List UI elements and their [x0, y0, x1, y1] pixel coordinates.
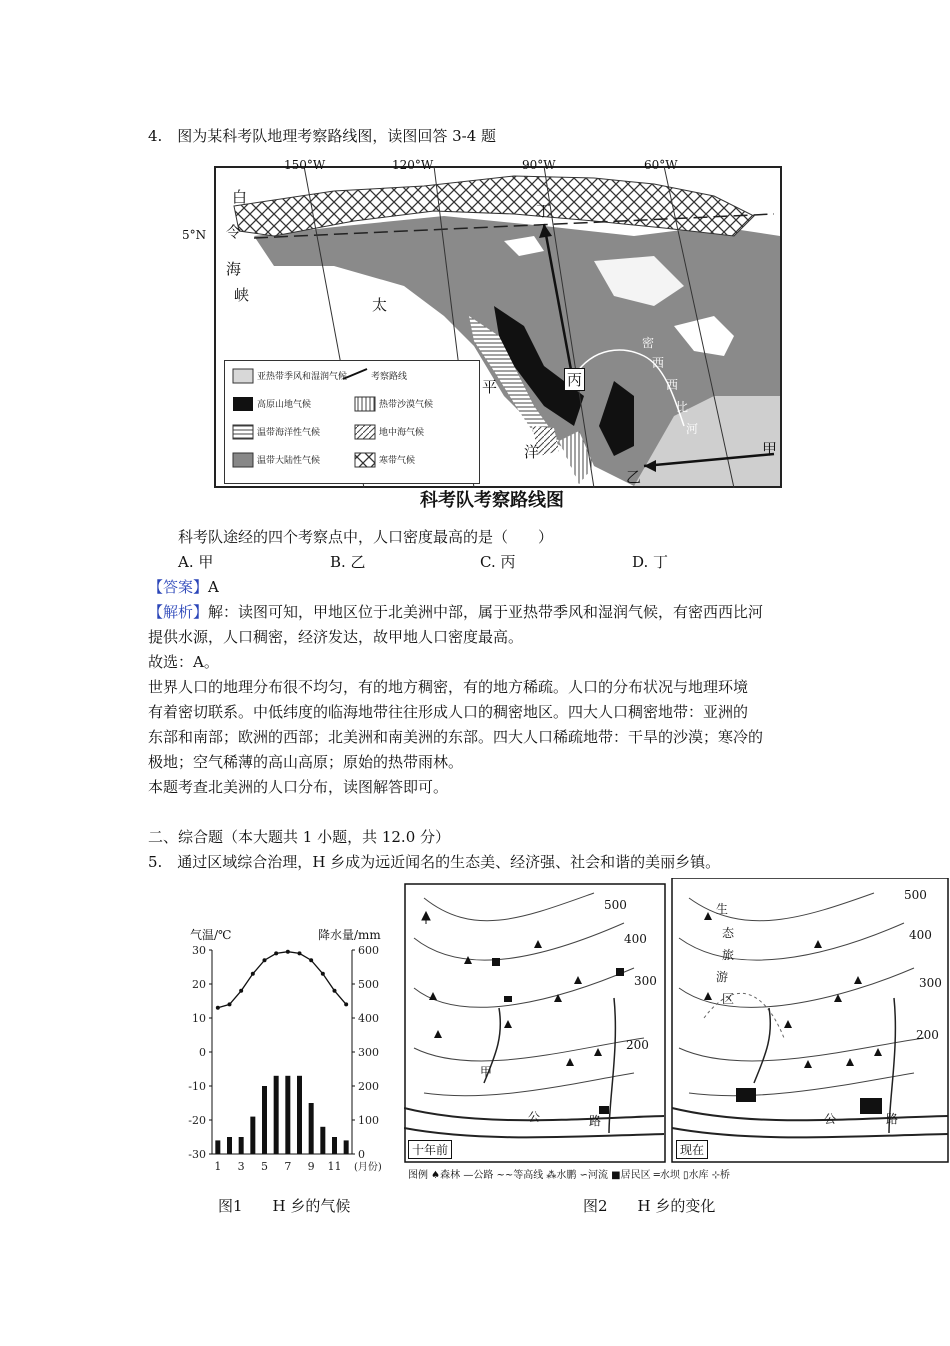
answer-value: A	[208, 578, 219, 596]
road-label: 公	[528, 1110, 541, 1124]
temperature-point	[239, 989, 243, 993]
panel-tag-now: 现在	[676, 1140, 708, 1159]
map-region-label: 峡	[234, 286, 250, 304]
map-region-label: 太	[372, 296, 388, 314]
river-label-char: 密	[642, 336, 655, 350]
road-label: 公	[824, 1112, 837, 1126]
lon-label: 90°W	[522, 158, 556, 172]
fig1-caption: 图1 H 乡的气候	[218, 1197, 351, 1215]
lon-label: 60°W	[644, 158, 678, 172]
legend-label: 寒带气候	[379, 456, 416, 466]
lon-label: 150°W	[284, 158, 326, 172]
temperature-point	[228, 1002, 232, 1006]
right-tick-label: 300	[358, 1046, 379, 1059]
temperature-point	[321, 972, 325, 976]
stop-label-jia: 甲	[762, 440, 778, 458]
analysis-line	[148, 602, 763, 622]
temperature-point	[263, 958, 267, 962]
eco-zone-label: 区	[722, 992, 735, 1006]
map-region-label: 海	[226, 260, 242, 278]
precip-bar	[332, 1137, 337, 1154]
analysis-text: 故选：A。	[148, 653, 219, 671]
panel-tag-before: 十年前	[408, 1140, 452, 1159]
fig2-legend: 图例 ♠森林 —公路 ~~等高线 ⁂水鹏 ∽河流 ■居民区 ═水坝 ▯水库 ⊹桥	[408, 1170, 731, 1181]
question-4-header: 4. 图为某科考队地理考察路线图，读图回答 3-4 题	[148, 127, 497, 145]
precip-bar	[250, 1117, 255, 1154]
climate-chart	[168, 920, 400, 1188]
analysis-text: 极地；空气稀薄的高山高原；原始的热带雨林。	[148, 753, 464, 771]
section-title: 二、综合题（本大题共 1 小题，共 12.0 分）	[148, 828, 451, 846]
right-axis-label: 降水量/mm	[318, 928, 381, 942]
question-4-stem: 科考队途经的四个考察点中，人口密度最高的是（ ）	[178, 528, 554, 546]
precip-bar	[320, 1127, 325, 1154]
analysis-tag: 【解析】	[148, 603, 209, 621]
analysis-text: 有着密切联系。中低纬度的临海地带往往形成人口的稠密地区。四大人口稠密地带：亚洲的	[148, 703, 749, 721]
right-tick-label: 500	[358, 978, 379, 991]
answer-line	[148, 577, 219, 597]
legend-label: 亚热带季风和湿润气候	[257, 372, 348, 382]
x-tick-label: 11	[327, 1160, 342, 1173]
legend-label: 考察路线	[371, 372, 408, 382]
stop-label-yi: 乙	[626, 468, 642, 486]
map-region-label: 白	[232, 188, 248, 206]
contour-label: 200	[626, 1038, 649, 1052]
question-5-stem: 5. 通过区域综合治理，H 乡成为远近闻名的生态美、经济强、社会和谐的美丽乡镇。	[148, 853, 721, 871]
left-tick-label: 20	[192, 978, 206, 991]
precip-bar	[227, 1137, 232, 1154]
x-tick-label: 9	[307, 1160, 315, 1173]
fig2-caption: 图2 H 乡的变化	[583, 1197, 716, 1215]
precip-bar	[215, 1140, 220, 1154]
legend-label: 热带沙漠气候	[379, 400, 434, 410]
legend-label: 地中海气候	[379, 428, 425, 438]
climate-svg	[168, 940, 400, 1188]
precip-bar	[262, 1086, 267, 1154]
temperature-point	[344, 1002, 348, 1006]
map-region-label: 洋	[524, 443, 540, 461]
contour-label: 200	[916, 1028, 939, 1042]
option-d[interactable]: D. 丁	[632, 553, 669, 571]
river-label-char: 比	[676, 400, 689, 414]
contour-label: 300	[634, 974, 657, 988]
eco-zone-label: 旅	[722, 948, 735, 962]
temperature-point	[216, 1006, 220, 1010]
map-region-label: 平	[482, 378, 498, 396]
left-tick-label: 30	[192, 944, 206, 957]
precip-bar	[274, 1076, 279, 1154]
lat-label: 5°N	[182, 228, 207, 242]
stop-label-bing: 丙	[564, 368, 585, 391]
legend-label: 温带海洋性气候	[257, 428, 321, 438]
right-tick-label: 600	[358, 944, 379, 957]
map-caption: 科考队考察路线图	[420, 490, 564, 511]
contour-label: 300	[919, 976, 942, 990]
analysis-text: 东部和南部；欧洲的西部；北美洲和南美洲的东部。四大人口稀疏地带：干旱的沙漠；寒冷的	[148, 728, 764, 746]
lon-label: 120°W	[392, 158, 434, 172]
temperature-point	[333, 989, 337, 993]
stop-label-ding: 丁	[536, 202, 552, 220]
contour-label: 500	[604, 898, 627, 912]
right-tick-label: 0	[358, 1148, 365, 1161]
temperature-point	[274, 951, 278, 955]
map-region-label: 令	[226, 223, 242, 241]
right-tick-label: 100	[358, 1114, 379, 1127]
river-label-char: 西	[666, 378, 679, 392]
option-b[interactable]: B. 乙	[330, 553, 366, 571]
eco-zone-label: 游	[716, 970, 729, 984]
precip-bar	[344, 1140, 349, 1154]
precip-bar	[239, 1137, 244, 1154]
analysis-text: 解：读图可知，甲地区位于北美洲中部，属于亚热带季风和湿润气候，有密西西比河	[208, 603, 764, 621]
analysis-text: 世界人口的地理分布很不均匀，有的地方稠密，有的地方稀疏。人口的分布状况与地理环境	[148, 678, 749, 696]
left-tick-label: 0	[199, 1046, 206, 1059]
answer-tag: 【答案】	[148, 578, 209, 596]
legend-label: 高原山地气候	[257, 400, 312, 410]
contour-label: 500	[904, 888, 927, 902]
left-axis-label: 气温/℃	[190, 928, 232, 942]
expedition-route-map	[182, 158, 782, 488]
x-tick-label: 3	[237, 1160, 245, 1173]
x-tick-label: 7	[284, 1160, 292, 1173]
x-tick-label: 1	[214, 1160, 222, 1173]
analysis-text: 提供水源，人口稠密，经济发达，故甲地人口密度最高。	[148, 628, 524, 646]
temperature-point	[251, 972, 255, 976]
temperature-line	[218, 952, 346, 1008]
eco-zone-label: 生	[716, 902, 729, 916]
temperature-point	[286, 950, 290, 954]
option-c[interactable]: C. 丙	[480, 553, 516, 571]
x-unit-label: (月份)	[354, 1162, 382, 1173]
left-tick-label: -10	[188, 1080, 206, 1093]
river-label-char: 河	[686, 422, 699, 436]
village-change-figure	[404, 878, 950, 1186]
river-label-char: 西	[652, 356, 665, 370]
road-label: 路	[886, 1112, 899, 1126]
left-tick-label: 10	[192, 1012, 206, 1025]
road-label: 路	[589, 1114, 602, 1128]
left-tick-label: -20	[188, 1114, 206, 1127]
right-tick-label: 400	[358, 1012, 379, 1025]
precip-bar	[309, 1103, 314, 1154]
legend-label: 温带大陆性气候	[257, 456, 321, 466]
temperature-point	[309, 958, 313, 962]
right-tick-label: 200	[358, 1080, 379, 1093]
x-tick-label: 5	[261, 1160, 268, 1173]
left-tick-label: -30	[188, 1148, 206, 1161]
contour-label: 400	[624, 932, 647, 946]
precip-bar	[285, 1076, 290, 1154]
precip-bar	[297, 1076, 302, 1154]
temperature-point	[298, 951, 302, 955]
place-label-jia: 甲	[480, 1065, 493, 1079]
eco-zone-label: 态	[722, 926, 735, 940]
analysis-text: 本题考查北美洲的人口分布，读图解答即可。	[148, 778, 449, 796]
contour-label: 400	[909, 928, 932, 942]
map-legend	[224, 360, 480, 484]
option-a[interactable]: A. 甲	[178, 553, 214, 571]
